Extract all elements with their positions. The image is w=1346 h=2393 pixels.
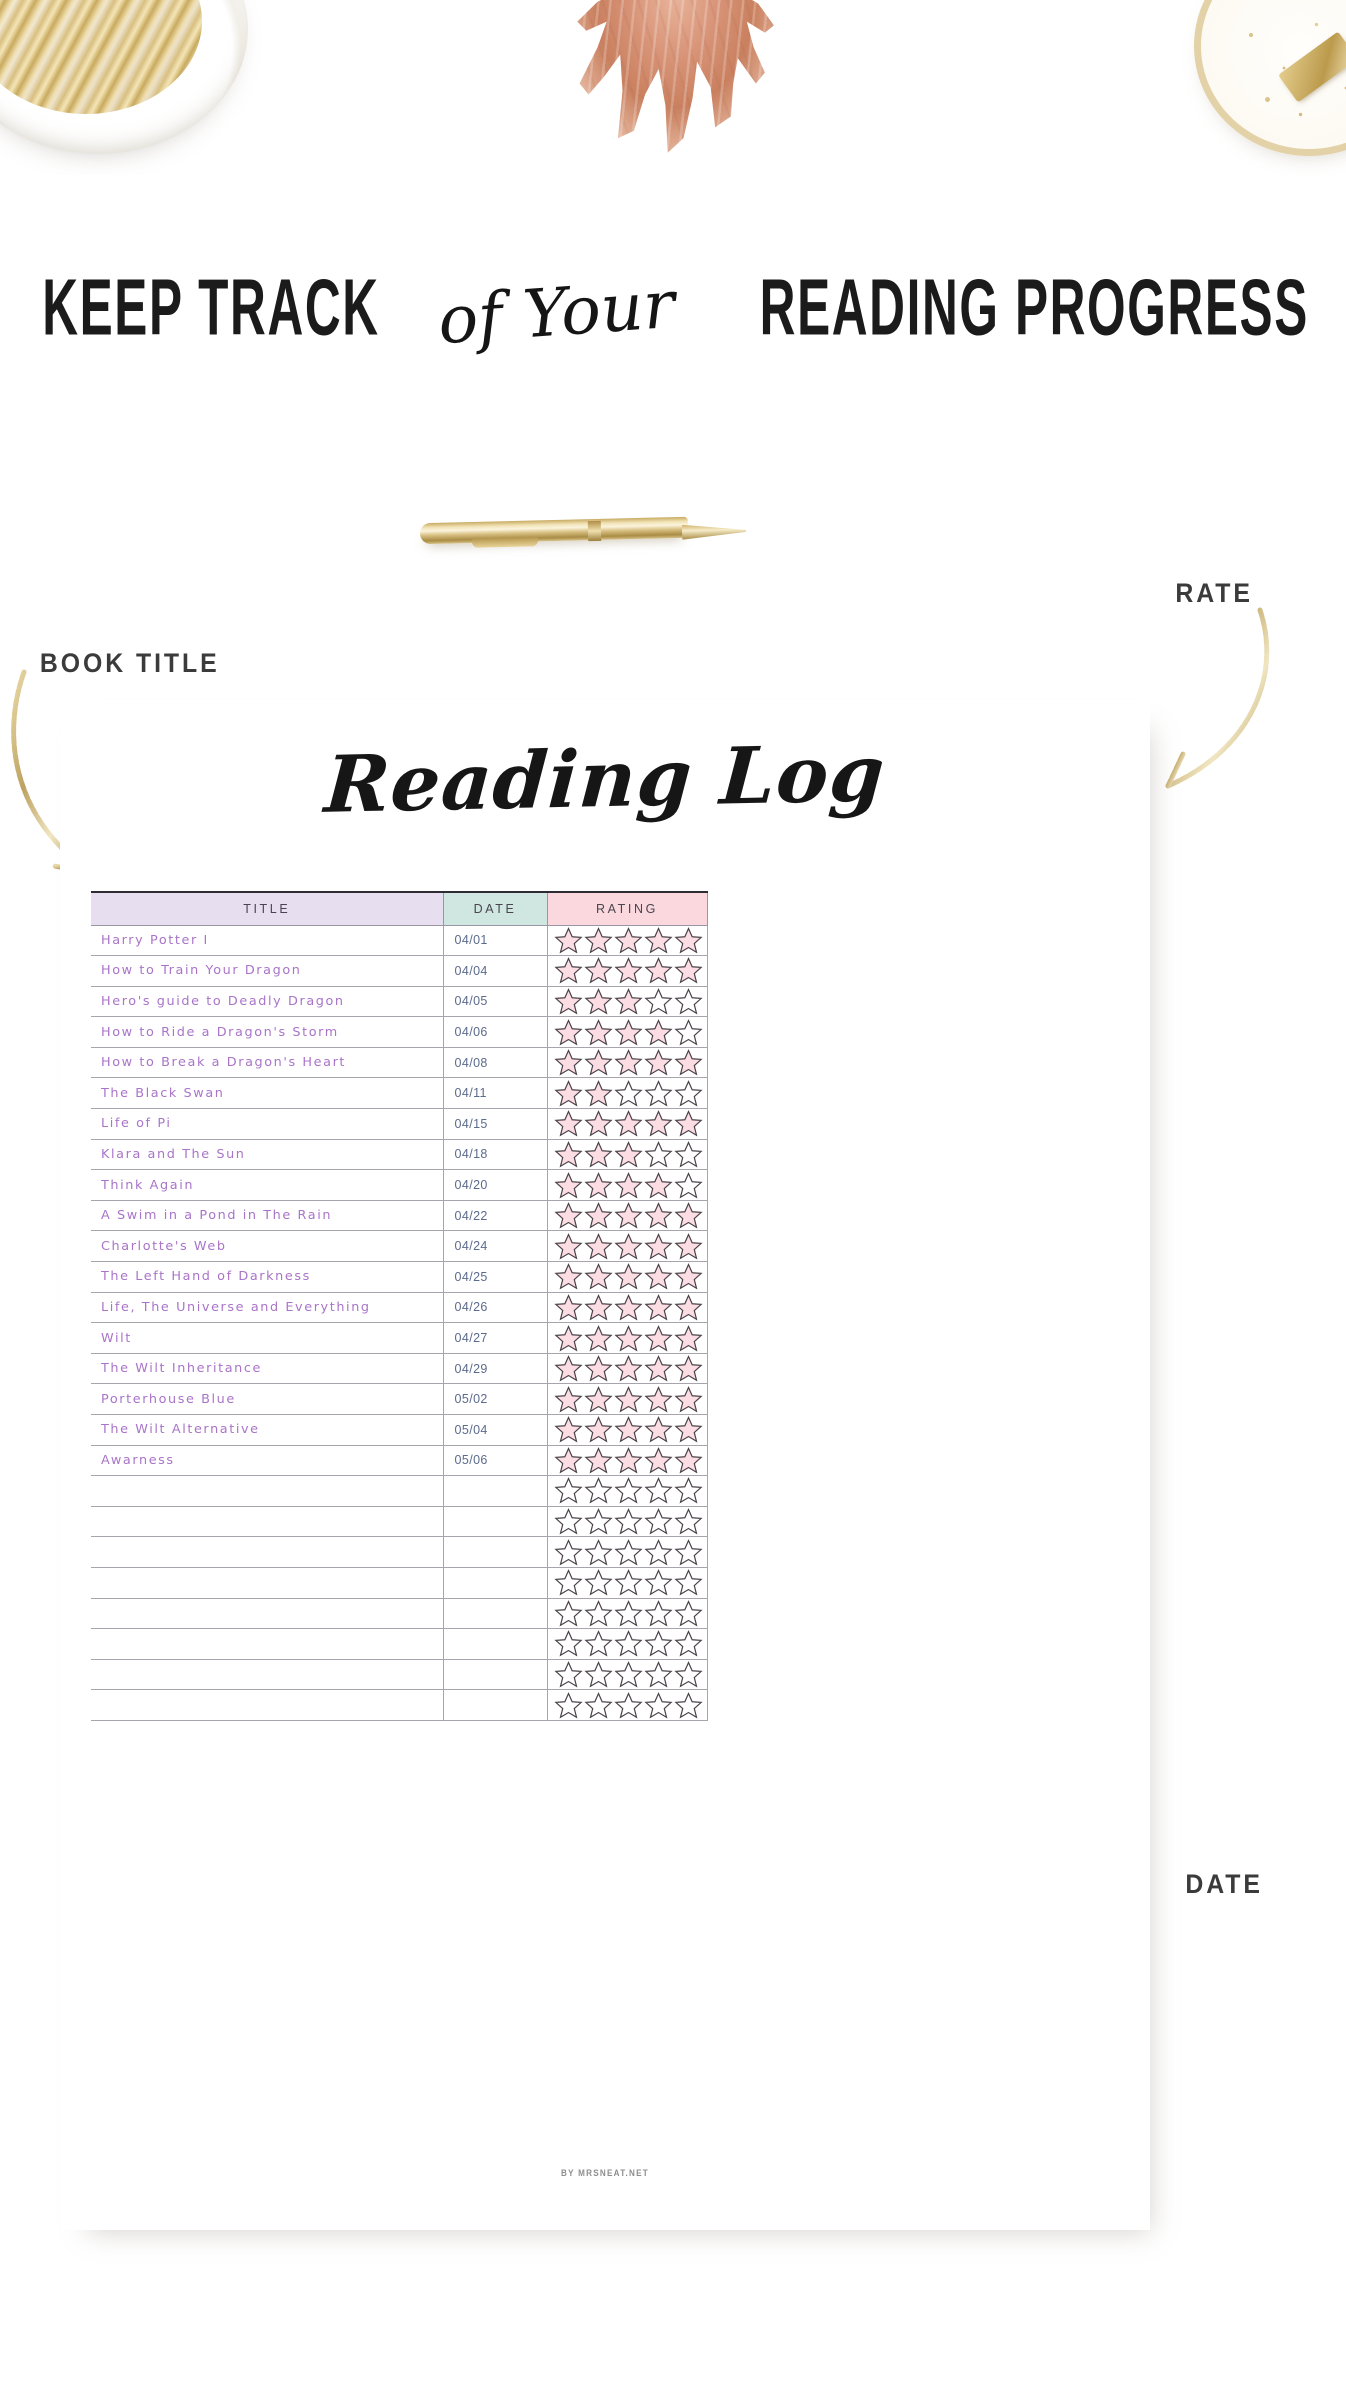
cell-date[interactable]: 04/22 bbox=[443, 1200, 547, 1231]
cell-book-title[interactable]: Klara and The Sun bbox=[91, 1139, 443, 1170]
table-body bbox=[91, 925, 707, 1720]
star-empty-icon[interactable] bbox=[554, 1569, 583, 1596]
star-filled-icon[interactable] bbox=[614, 1355, 643, 1382]
star-filled-icon[interactable] bbox=[614, 1447, 643, 1474]
star-empty-icon[interactable] bbox=[584, 1630, 613, 1657]
star-filled-icon[interactable] bbox=[554, 1233, 583, 1260]
star-empty-icon[interactable] bbox=[584, 1539, 613, 1566]
star-filled-icon[interactable] bbox=[584, 1080, 613, 1107]
cell-rating[interactable] bbox=[547, 1506, 707, 1537]
table-row bbox=[91, 1567, 707, 1598]
star-empty-icon[interactable] bbox=[674, 1600, 703, 1627]
annotation-date: DATE bbox=[1185, 1869, 1263, 1899]
star-filled-icon[interactable] bbox=[554, 957, 583, 984]
cell-rating[interactable] bbox=[547, 925, 707, 956]
star-empty-icon[interactable] bbox=[614, 1692, 643, 1719]
card-title: Reading Log bbox=[322, 728, 888, 831]
pen-tip bbox=[682, 523, 746, 540]
star-filled-icon[interactable] bbox=[584, 1202, 613, 1229]
table-row bbox=[91, 1506, 707, 1537]
cell-date[interactable]: 04/08 bbox=[443, 1047, 547, 1078]
cell-book-title[interactable]: A Swim in a Pond in The Rain bbox=[91, 1200, 443, 1231]
star-empty-icon[interactable] bbox=[644, 1080, 673, 1107]
annotation-rate: RATE bbox=[1175, 578, 1253, 608]
cell-book-title[interactable] bbox=[91, 1690, 443, 1721]
star-empty-icon[interactable] bbox=[554, 1692, 583, 1719]
cell-book-title[interactable] bbox=[91, 1537, 443, 1568]
star-filled-icon[interactable] bbox=[614, 988, 643, 1015]
star-filled-icon[interactable] bbox=[614, 927, 643, 954]
rose-gold-monstera-leaf-veins bbox=[566, 0, 792, 160]
star-rating-group[interactable] bbox=[554, 1477, 704, 1504]
cell-book-title[interactable]: Life of Pi bbox=[91, 1109, 443, 1140]
star-rating-group[interactable] bbox=[554, 1172, 704, 1199]
star-empty-icon[interactable] bbox=[554, 1539, 583, 1566]
star-empty-icon[interactable] bbox=[674, 1661, 703, 1688]
star-filled-icon[interactable] bbox=[584, 1386, 613, 1413]
star-filled-icon[interactable] bbox=[584, 927, 613, 954]
table-row bbox=[91, 1170, 707, 1201]
star-filled-icon[interactable] bbox=[584, 1416, 613, 1443]
star-filled-icon[interactable] bbox=[554, 1355, 583, 1382]
cell-date[interactable]: 04/27 bbox=[443, 1323, 547, 1354]
star-filled-icon[interactable] bbox=[554, 1080, 583, 1107]
star-rating-group[interactable] bbox=[554, 1049, 704, 1076]
star-filled-icon[interactable] bbox=[614, 1263, 643, 1290]
cell-book-title[interactable]: The Black Swan bbox=[91, 1078, 443, 1109]
star-filled-icon[interactable] bbox=[584, 1447, 613, 1474]
star-filled-icon[interactable] bbox=[644, 1294, 673, 1321]
cell-date[interactable] bbox=[443, 1629, 547, 1660]
cell-rating[interactable] bbox=[547, 1537, 707, 1568]
top-decoration-band bbox=[0, 0, 1346, 175]
cell-rating[interactable] bbox=[547, 1078, 707, 1109]
page-headline bbox=[0, 264, 1346, 360]
cell-book-title[interactable]: The Wilt Inheritance bbox=[91, 1353, 443, 1384]
cell-book-title[interactable]: Life, The Universe and Everything bbox=[91, 1292, 443, 1323]
star-rating-group[interactable] bbox=[554, 1110, 704, 1137]
star-filled-icon[interactable] bbox=[614, 1141, 643, 1168]
star-empty-icon[interactable] bbox=[674, 1539, 703, 1566]
cell-rating[interactable] bbox=[547, 1567, 707, 1598]
cell-book-title[interactable]: How to Break a Dragon's Heart bbox=[91, 1047, 443, 1078]
table-row bbox=[91, 1415, 707, 1446]
table-row bbox=[91, 1047, 707, 1078]
star-filled-icon[interactable] bbox=[674, 1325, 703, 1352]
star-filled-icon[interactable] bbox=[644, 1202, 673, 1229]
star-rating-group[interactable] bbox=[554, 927, 704, 954]
cell-date[interactable]: 04/26 bbox=[443, 1292, 547, 1323]
cell-rating[interactable] bbox=[547, 1384, 707, 1415]
column-header-rating: RATING bbox=[547, 892, 707, 925]
star-rating-group[interactable] bbox=[554, 1202, 704, 1229]
star-filled-icon[interactable] bbox=[584, 1019, 613, 1046]
pen-grip-ring bbox=[588, 521, 601, 541]
star-filled-icon[interactable] bbox=[584, 957, 613, 984]
star-filled-icon[interactable] bbox=[644, 1416, 673, 1443]
star-filled-icon[interactable] bbox=[644, 927, 673, 954]
star-empty-icon[interactable] bbox=[674, 1172, 703, 1199]
cell-book-title[interactable] bbox=[91, 1476, 443, 1507]
table-row bbox=[91, 1139, 707, 1170]
table-row bbox=[91, 1537, 707, 1568]
star-filled-icon[interactable] bbox=[554, 1049, 583, 1076]
table-row bbox=[91, 1598, 707, 1629]
cell-rating[interactable] bbox=[547, 1200, 707, 1231]
cell-rating[interactable] bbox=[547, 1109, 707, 1140]
star-empty-icon[interactable] bbox=[644, 1477, 673, 1504]
cell-book-title[interactable] bbox=[91, 1598, 443, 1629]
star-empty-icon[interactable] bbox=[674, 1141, 703, 1168]
star-rating-group[interactable] bbox=[554, 1661, 704, 1688]
star-filled-icon[interactable] bbox=[644, 957, 673, 984]
cell-date[interactable] bbox=[443, 1537, 547, 1568]
star-filled-icon[interactable] bbox=[554, 1263, 583, 1290]
cell-rating[interactable] bbox=[547, 1323, 707, 1354]
cell-rating[interactable] bbox=[547, 1445, 707, 1476]
cell-date[interactable]: 04/01 bbox=[443, 925, 547, 956]
star-rating-group[interactable] bbox=[554, 1263, 704, 1290]
cell-rating[interactable] bbox=[547, 986, 707, 1017]
star-empty-icon[interactable] bbox=[674, 1508, 703, 1535]
star-filled-icon[interactable] bbox=[674, 1110, 703, 1137]
star-filled-icon[interactable] bbox=[584, 1263, 613, 1290]
star-rating-group[interactable] bbox=[554, 1325, 704, 1352]
star-empty-icon[interactable] bbox=[614, 1569, 643, 1596]
star-filled-icon[interactable] bbox=[554, 1202, 583, 1229]
table-row bbox=[91, 1476, 707, 1507]
cell-date[interactable]: 04/20 bbox=[443, 1170, 547, 1201]
star-filled-icon[interactable] bbox=[584, 988, 613, 1015]
cell-rating[interactable] bbox=[547, 1139, 707, 1170]
star-empty-icon[interactable] bbox=[614, 1661, 643, 1688]
table-row bbox=[91, 986, 707, 1017]
table-row bbox=[91, 1445, 707, 1476]
cell-book-title[interactable]: Harry Potter I bbox=[91, 925, 443, 956]
cell-rating[interactable] bbox=[547, 1476, 707, 1507]
star-empty-icon[interactable] bbox=[644, 1508, 673, 1535]
star-empty-icon[interactable] bbox=[644, 1539, 673, 1566]
star-filled-icon[interactable] bbox=[614, 1416, 643, 1443]
star-empty-icon[interactable] bbox=[584, 1600, 613, 1627]
cell-rating[interactable] bbox=[547, 1017, 707, 1048]
star-filled-icon[interactable] bbox=[614, 1325, 643, 1352]
star-filled-icon[interactable] bbox=[584, 1325, 613, 1352]
cell-rating[interactable] bbox=[547, 1690, 707, 1721]
star-empty-icon[interactable] bbox=[554, 1477, 583, 1504]
cell-book-title[interactable] bbox=[91, 1506, 443, 1537]
star-filled-icon[interactable] bbox=[644, 1172, 673, 1199]
star-rating-group[interactable] bbox=[554, 1630, 704, 1657]
table-row bbox=[91, 1292, 707, 1323]
cell-rating[interactable] bbox=[547, 1415, 707, 1446]
cell-date[interactable]: 05/06 bbox=[443, 1445, 547, 1476]
cell-date[interactable]: 04/05 bbox=[443, 986, 547, 1017]
cell-date[interactable]: 04/11 bbox=[443, 1078, 547, 1109]
star-filled-icon[interactable] bbox=[554, 1325, 583, 1352]
star-empty-icon[interactable] bbox=[614, 1600, 643, 1627]
reading-log-table bbox=[91, 891, 708, 1721]
cell-date[interactable]: 04/18 bbox=[443, 1139, 547, 1170]
star-filled-icon[interactable] bbox=[584, 1049, 613, 1076]
cell-book-title[interactable]: The Wilt Alternative bbox=[91, 1415, 443, 1446]
star-filled-icon[interactable] bbox=[644, 1019, 673, 1046]
column-header-date: DATE bbox=[443, 892, 547, 925]
star-empty-icon[interactable] bbox=[674, 1692, 703, 1719]
cell-book-title[interactable] bbox=[91, 1629, 443, 1660]
cell-book-title[interactable]: Wilt bbox=[91, 1323, 443, 1354]
table-row bbox=[91, 1323, 707, 1354]
star-filled-icon[interactable] bbox=[554, 1172, 583, 1199]
table-row bbox=[91, 1109, 707, 1140]
star-empty-icon[interactable] bbox=[614, 1477, 643, 1504]
table-header-row bbox=[91, 892, 707, 925]
table-header bbox=[91, 892, 707, 925]
pen-pocket-clip bbox=[472, 537, 538, 548]
star-filled-icon[interactable] bbox=[674, 1416, 703, 1443]
star-filled-icon[interactable] bbox=[554, 1294, 583, 1321]
star-filled-icon[interactable] bbox=[554, 1110, 583, 1137]
star-rating-group[interactable] bbox=[554, 1386, 704, 1413]
gold-paperclips-dish-image bbox=[0, 0, 248, 154]
headline-script-part: of Your bbox=[435, 265, 678, 360]
star-filled-icon[interactable] bbox=[644, 1386, 673, 1413]
cell-date[interactable] bbox=[443, 1476, 547, 1507]
star-rating-group[interactable] bbox=[554, 1508, 704, 1535]
cell-date[interactable]: 04/06 bbox=[443, 1017, 547, 1048]
cell-rating[interactable] bbox=[547, 1659, 707, 1690]
star-empty-icon[interactable] bbox=[584, 1569, 613, 1596]
star-empty-icon[interactable] bbox=[584, 1692, 613, 1719]
cell-date[interactable]: 04/29 bbox=[443, 1353, 547, 1384]
cell-book-title[interactable]: The Left Hand of Darkness bbox=[91, 1262, 443, 1293]
table-row bbox=[91, 1384, 707, 1415]
cell-rating[interactable] bbox=[547, 1170, 707, 1201]
star-filled-icon[interactable] bbox=[584, 1355, 613, 1382]
star-rating-group[interactable] bbox=[554, 1019, 704, 1046]
star-filled-icon[interactable] bbox=[674, 1263, 703, 1290]
star-rating-group[interactable] bbox=[554, 957, 704, 984]
table-row bbox=[91, 1690, 707, 1721]
star-empty-icon[interactable] bbox=[674, 1477, 703, 1504]
cell-rating[interactable] bbox=[547, 1629, 707, 1660]
cell-date[interactable]: 04/25 bbox=[443, 1262, 547, 1293]
star-rating-group[interactable] bbox=[554, 1233, 704, 1260]
cell-date[interactable] bbox=[443, 1659, 547, 1690]
cell-book-title[interactable]: How to Ride a Dragon's Storm bbox=[91, 1017, 443, 1048]
cell-rating[interactable] bbox=[547, 1231, 707, 1262]
star-filled-icon[interactable] bbox=[584, 1172, 613, 1199]
star-empty-icon[interactable] bbox=[674, 988, 703, 1015]
star-rating-group[interactable] bbox=[554, 1692, 704, 1719]
star-filled-icon[interactable] bbox=[554, 1019, 583, 1046]
cell-date[interactable]: 04/04 bbox=[443, 956, 547, 987]
star-empty-icon[interactable] bbox=[584, 1661, 613, 1688]
star-filled-icon[interactable] bbox=[614, 957, 643, 984]
star-empty-icon[interactable] bbox=[674, 1019, 703, 1046]
cell-date[interactable] bbox=[443, 1567, 547, 1598]
star-empty-icon[interactable] bbox=[614, 1539, 643, 1566]
pen-body bbox=[420, 517, 688, 545]
headline-part-two: READING PROGRESS bbox=[759, 264, 1309, 353]
star-rating-group[interactable] bbox=[554, 1080, 704, 1107]
star-empty-icon[interactable] bbox=[584, 1508, 613, 1535]
star-filled-icon[interactable] bbox=[584, 1110, 613, 1137]
cell-book-title[interactable] bbox=[91, 1567, 443, 1598]
table-row bbox=[91, 1231, 707, 1262]
star-rating-group[interactable] bbox=[554, 988, 704, 1015]
star-empty-icon[interactable] bbox=[644, 1630, 673, 1657]
star-filled-icon[interactable] bbox=[614, 1233, 643, 1260]
star-rating-group[interactable] bbox=[554, 1569, 704, 1596]
star-empty-icon[interactable] bbox=[554, 1661, 583, 1688]
gold-dish-speckles bbox=[1194, 0, 1346, 156]
star-empty-icon[interactable] bbox=[584, 1477, 613, 1504]
annotation-book-title: BOOK TITLE bbox=[39, 648, 220, 678]
star-filled-icon[interactable] bbox=[644, 1049, 673, 1076]
star-filled-icon[interactable] bbox=[644, 1233, 673, 1260]
star-filled-icon[interactable] bbox=[674, 1049, 703, 1076]
cell-book-title[interactable]: Think Again bbox=[91, 1170, 443, 1201]
star-filled-icon[interactable] bbox=[554, 1447, 583, 1474]
star-filled-icon[interactable] bbox=[674, 1447, 703, 1474]
star-filled-icon[interactable] bbox=[674, 1202, 703, 1229]
cell-book-title[interactable]: How to Train Your Dragon bbox=[91, 956, 443, 987]
star-empty-icon[interactable] bbox=[644, 988, 673, 1015]
star-filled-icon[interactable] bbox=[674, 1294, 703, 1321]
star-filled-icon[interactable] bbox=[644, 1110, 673, 1137]
star-filled-icon[interactable] bbox=[614, 1386, 643, 1413]
star-filled-icon[interactable] bbox=[644, 1263, 673, 1290]
card-footer-credit: BY MRSNEAT.NET bbox=[560, 2168, 650, 2178]
star-empty-icon[interactable] bbox=[644, 1600, 673, 1627]
star-filled-icon[interactable] bbox=[614, 1049, 643, 1076]
star-empty-icon[interactable] bbox=[614, 1508, 643, 1535]
cell-book-title[interactable] bbox=[91, 1659, 443, 1690]
cell-rating[interactable] bbox=[547, 1292, 707, 1323]
headline-part-one: KEEP TRACK bbox=[42, 264, 380, 353]
table-row bbox=[91, 1017, 707, 1048]
star-filled-icon[interactable] bbox=[584, 1294, 613, 1321]
star-empty-icon[interactable] bbox=[674, 1630, 703, 1657]
cell-rating[interactable] bbox=[547, 1353, 707, 1384]
column-header-title: TITLE bbox=[91, 892, 443, 925]
cell-rating[interactable] bbox=[547, 1047, 707, 1078]
cell-rating[interactable] bbox=[547, 1598, 707, 1629]
star-filled-icon[interactable] bbox=[614, 1294, 643, 1321]
star-empty-icon[interactable] bbox=[674, 1080, 703, 1107]
star-filled-icon[interactable] bbox=[554, 1416, 583, 1443]
star-empty-icon[interactable] bbox=[554, 1630, 583, 1657]
star-rating-group[interactable] bbox=[554, 1416, 704, 1443]
star-filled-icon[interactable] bbox=[614, 1110, 643, 1137]
cell-date[interactable]: 04/24 bbox=[443, 1231, 547, 1262]
star-empty-icon[interactable] bbox=[614, 1080, 643, 1107]
star-rating-group[interactable] bbox=[554, 1141, 704, 1168]
star-empty-icon[interactable] bbox=[554, 1600, 583, 1627]
star-empty-icon[interactable] bbox=[644, 1569, 673, 1596]
cell-date[interactable]: 05/02 bbox=[443, 1384, 547, 1415]
cell-date[interactable]: 04/15 bbox=[443, 1109, 547, 1140]
star-rating-group[interactable] bbox=[554, 1600, 704, 1627]
table-row bbox=[91, 1078, 707, 1109]
star-filled-icon[interactable] bbox=[614, 1172, 643, 1199]
star-filled-icon[interactable] bbox=[584, 1233, 613, 1260]
star-rating-group[interactable] bbox=[554, 1447, 704, 1474]
star-filled-icon[interactable] bbox=[584, 1141, 613, 1168]
table-row bbox=[91, 1200, 707, 1231]
star-filled-icon[interactable] bbox=[614, 1019, 643, 1046]
table-row bbox=[91, 925, 707, 956]
gold-pen-image bbox=[420, 512, 750, 550]
cell-book-title[interactable]: Hero's guide to Deadly Dragon bbox=[91, 986, 443, 1017]
table-row bbox=[91, 956, 707, 987]
star-filled-icon[interactable] bbox=[674, 1355, 703, 1382]
star-filled-icon[interactable] bbox=[644, 1447, 673, 1474]
cell-date[interactable]: 05/04 bbox=[443, 1415, 547, 1446]
cell-date[interactable] bbox=[443, 1690, 547, 1721]
cell-book-title[interactable]: Porterhouse Blue bbox=[91, 1384, 443, 1415]
star-filled-icon[interactable] bbox=[554, 988, 583, 1015]
cell-date[interactable] bbox=[443, 1598, 547, 1629]
printable-reading-log-card bbox=[60, 700, 1150, 2230]
star-filled-icon[interactable] bbox=[674, 927, 703, 954]
star-empty-icon[interactable] bbox=[674, 1569, 703, 1596]
star-empty-icon[interactable] bbox=[644, 1141, 673, 1168]
star-empty-icon[interactable] bbox=[644, 1661, 673, 1688]
star-empty-icon[interactable] bbox=[614, 1630, 643, 1657]
table-row bbox=[91, 1262, 707, 1293]
star-empty-icon[interactable] bbox=[554, 1508, 583, 1535]
star-filled-icon[interactable] bbox=[554, 1141, 583, 1168]
star-filled-icon[interactable] bbox=[554, 1386, 583, 1413]
star-filled-icon[interactable] bbox=[644, 1325, 673, 1352]
star-rating-group[interactable] bbox=[554, 1539, 704, 1566]
cell-rating[interactable] bbox=[547, 956, 707, 987]
star-rating-group[interactable] bbox=[554, 1355, 704, 1382]
star-filled-icon[interactable] bbox=[674, 957, 703, 984]
star-filled-icon[interactable] bbox=[554, 927, 583, 954]
cell-book-title[interactable]: Awarness bbox=[91, 1445, 443, 1476]
star-filled-icon[interactable] bbox=[614, 1202, 643, 1229]
cell-date[interactable] bbox=[443, 1506, 547, 1537]
table-row bbox=[91, 1353, 707, 1384]
cell-rating[interactable] bbox=[547, 1262, 707, 1293]
table-row bbox=[91, 1659, 707, 1690]
star-empty-icon[interactable] bbox=[644, 1692, 673, 1719]
cell-book-title[interactable]: Charlotte's Web bbox=[91, 1231, 443, 1262]
star-filled-icon[interactable] bbox=[674, 1386, 703, 1413]
table-row bbox=[91, 1629, 707, 1660]
star-filled-icon[interactable] bbox=[674, 1233, 703, 1260]
star-rating-group[interactable] bbox=[554, 1294, 704, 1321]
star-filled-icon[interactable] bbox=[644, 1355, 673, 1382]
